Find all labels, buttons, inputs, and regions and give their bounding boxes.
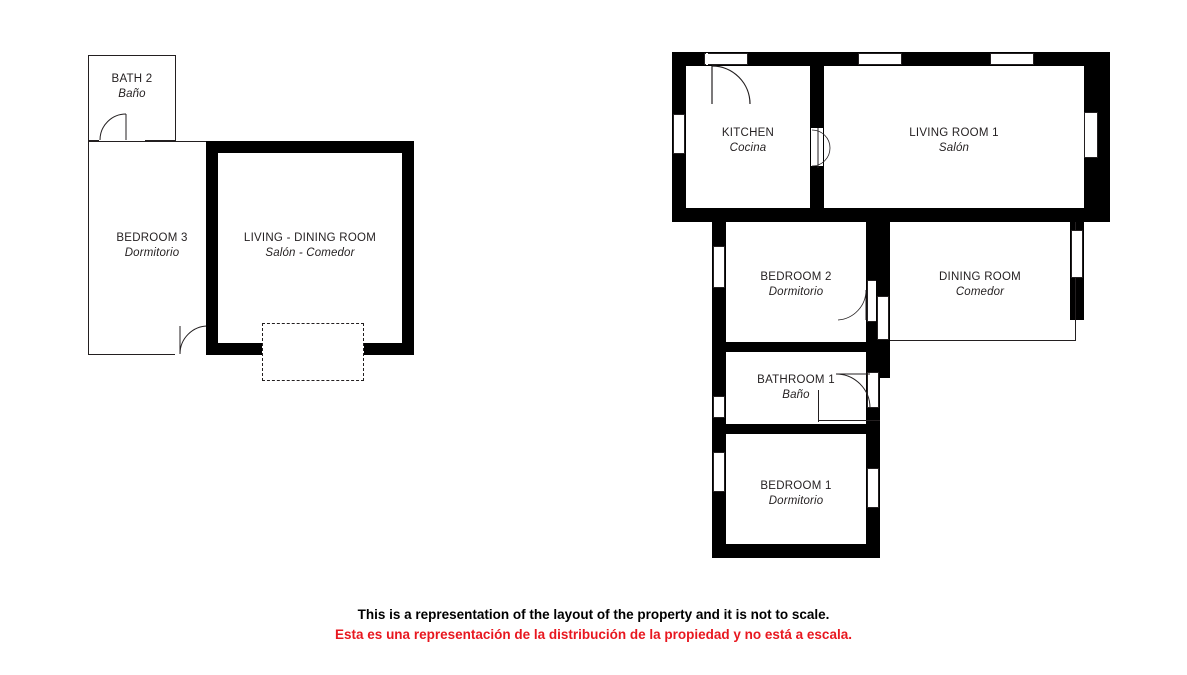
living-dining-room-label <box>218 231 402 260</box>
living-room-1-window-top-left <box>858 53 902 65</box>
living-room-1-label <box>824 126 1084 155</box>
kitchen-label <box>686 126 810 155</box>
bath-2-door-swing <box>96 110 150 144</box>
dining-room-label-en: DINING ROOM <box>939 271 1021 283</box>
bath-2-label-es: Baño <box>118 87 146 100</box>
living-room-1-label-es: Salón <box>938 141 970 154</box>
kitchen-label-es: Cocina <box>729 141 767 154</box>
dining-room-terrace-edge-bottom <box>890 340 1076 341</box>
bath-2-label-en: BATH 2 <box>111 73 153 85</box>
dining-room-wall-top <box>876 208 1084 222</box>
dining-room-doorway-left <box>877 296 889 340</box>
living-room-1-window-top-right <box>990 53 1034 65</box>
terrace-outline <box>262 323 364 381</box>
living-dining-room-label-es: Salón - Comedor <box>265 246 355 259</box>
bedroom-3-label-es: Dormitorio <box>124 246 180 259</box>
bathroom-1-label-es: Baño <box>782 388 810 401</box>
bedroom-1-window-right <box>867 468 879 508</box>
kitchen-window-left <box>673 114 685 154</box>
bedroom-1-window-left <box>713 452 725 492</box>
bedroom-2-label-es: Dormitorio <box>768 285 824 298</box>
bathroom-1-window-left <box>713 396 725 418</box>
living-room-1-label-en: LIVING ROOM 1 <box>909 127 999 139</box>
bedroom-2-label <box>726 270 866 299</box>
living-dining-wall-top <box>206 141 414 153</box>
bathroom-1-label-en: BATHROOM 1 <box>757 374 835 386</box>
living-dining-room-label-en: LIVING - DINING ROOM <box>243 232 377 244</box>
bedroom-1-label <box>726 479 866 508</box>
bedroom-2-wall-bottom <box>712 342 880 352</box>
bedroom-1-label-en: BEDROOM 1 <box>760 480 832 492</box>
dining-room-label <box>890 270 1070 299</box>
main-floor-plan <box>660 0 1140 600</box>
living-dining-wall-right <box>402 141 414 355</box>
dining-room-window-right <box>1071 230 1083 278</box>
bedroom-3-label <box>88 231 216 260</box>
disclaimer-es: Esta es una representación de la distribución de la propiedad y no está a escala. <box>335 626 852 642</box>
bedroom-3-label-en: BEDROOM 3 <box>116 232 188 244</box>
bedroom-1-label-es: Dormitorio <box>768 494 824 507</box>
bathroom-bedroom-partition <box>712 424 880 434</box>
bathroom-1-label <box>726 373 866 402</box>
bedroom-2-label-en: BEDROOM 2 <box>760 271 832 283</box>
bedroom-2-window-left <box>713 246 725 288</box>
dining-room-label-es: Comedor <box>955 285 1005 298</box>
bath-2-label <box>88 72 176 101</box>
living-room-1-window-right <box>1084 112 1098 158</box>
disclaimer-en: This is a representation of the layout of the property and it is not to scale. <box>357 607 830 622</box>
kitchen-label-en: KITCHEN <box>721 127 775 139</box>
annex-floor-plan <box>0 0 460 420</box>
corridor-line-1 <box>818 420 880 421</box>
kitchen-door-swing <box>708 64 752 106</box>
disclaimer <box>0 605 1187 644</box>
lower-wall-bottom <box>712 544 880 558</box>
